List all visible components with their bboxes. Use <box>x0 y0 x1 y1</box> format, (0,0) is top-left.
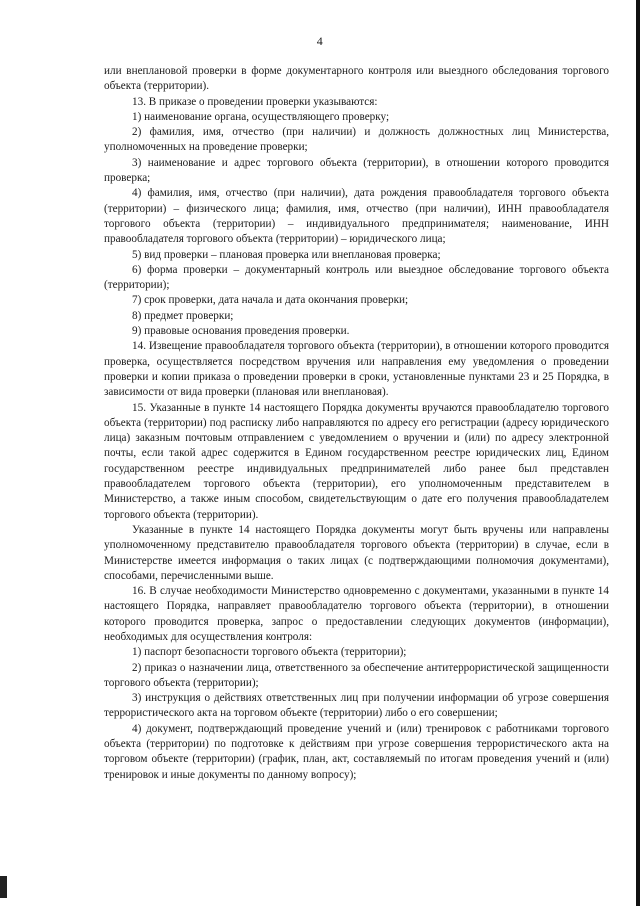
paragraph: 1) наименование органа, осуществляющего проверку; <box>132 110 390 123</box>
paragraph: 4) документ, подтверждающий проведение учений и (или) тренировок с работниками торгового объекта (территории) по подготовке к действиям при угрозе совершения террористического акта на торговом объекте (территории) (график, план, акт, составляемый по итогам проведения учений и (или) тренировок и иные документы по данному вопросу); <box>104 722 609 781</box>
paragraph: Указанные в пункте 14 настоящего Порядка документы могут быть вручены или направлены уполномоченному представителю правообладателя торгового объекта (территории) в случае, если в Министерстве имеется информация о таких лицах (с подтверждающими полномочия документами), способами, перечисленными выше. <box>104 523 609 582</box>
document-body <box>104 64 609 783</box>
paragraph: 6) форма проверки – документарный контроль или выездное обследование торгового объекта (территории); <box>104 263 609 292</box>
paragraph: 3) наименование и адрес торгового объекта (территории), в отношении которого проводится проверка; <box>104 156 609 185</box>
paragraph: или внеплановой проверки в форме документарного контроля или выездного обследования торгового объекта (территории). <box>104 65 609 93</box>
paragraph: 5) вид проверки – плановая проверка или внеплановая проверка; <box>132 248 441 261</box>
paragraph: 13. В приказе о проведении проверки указываются: <box>132 95 378 108</box>
page-number: 4 <box>316 34 324 48</box>
paragraph: 7) срок проверки, дата начала и дата окончания проверки; <box>132 294 409 307</box>
paragraph: 8) предмет проверки; <box>132 309 234 322</box>
paragraph: 9) правовые основания проведения проверки. <box>132 325 350 338</box>
scan-bottom-mark <box>0 876 7 898</box>
paragraph: 14. Извещение правообладателя торгового объекта (территории), в отношении которого проводится проверка, осуществляется посредством вручения или направления ему уведомления о проведении проверки и копии приказа о проведении проверки в сроки, установленные пунктами 23 и 25 Порядка, в зависимости от вида проверки (плановая или внеплановая). <box>104 340 609 399</box>
paragraph: 1) паспорт безопасности торгового объекта (территории); <box>132 646 407 659</box>
paragraph: 16. В случае необходимости Министерство одновременно с документами, указанными в пункте 14 настоящего Порядка, направляет правообладателю торгового объекта (территории), в отношении которого проводится проверка, запрос о предоставлении следующих документов (информации), необходимых для осуществления контроля: <box>104 585 609 643</box>
scan-right-edge <box>636 0 640 906</box>
paragraph: 2) фамилия, имя, отчество (при наличии) и должность должностных лиц Министерства, уполномоченных на проведение проверки; <box>104 126 609 154</box>
paragraph: 2) приказ о назначении лица, ответственного за обеспечение антитеррористической защищенности торгового объекта (территории); <box>104 661 609 689</box>
paragraph: 15. Указанные в пункте 14 настоящего Порядка документы вручаются правообладателю торгового объекта (территории) под расписку либо направляются по адресу его регистрации (адресу юридического лица) заказным почтовым отправлением с уведомлением о вручении и (или) по адресу электронной почты, если такой адрес содержится в Едином государственном реестре юридических лиц, Едином государственном реестре индивидуальных предпринимателей либо ранее был представлен правообладателем торгового объекта (территории), его уполномоченным представителем в Министерство, а также иным способом, свидетельствующим о дате его получения правообладателем торгового объекта (территории). <box>104 401 609 521</box>
paragraph: 3) инструкция о действиях ответственных лиц при получении информации об угрозе совершения террористического акта на торговом объекте (территории) либо о его совершении; <box>104 692 609 720</box>
paragraph: 4) фамилия, имя, отчество (при наличии), дата рождения правообладателя торгового объекта (территории) – физического лица; фамилия, имя, отчество (при наличии), ИНН правообладателя торгового объекта (территории) – индивидуального предпринимателя; наименование, ИНН правообладателя торгового объекта (территории) – юридического лица; <box>104 187 609 246</box>
